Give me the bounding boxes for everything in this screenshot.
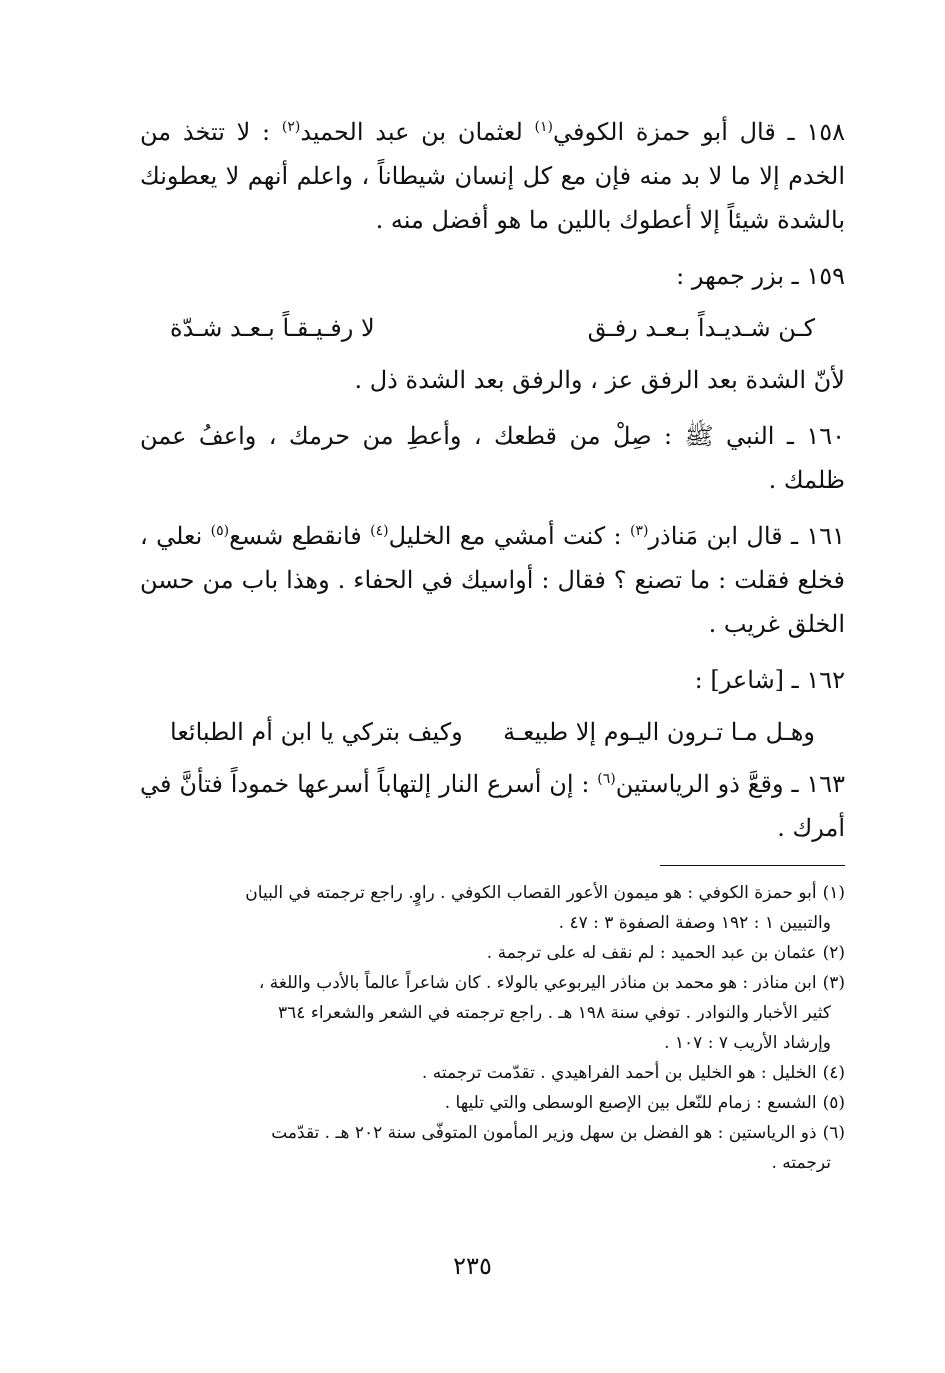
entry-159-after: لأنّ الشدة بعد الرفق عز ، والرفق بعد الشدة ذل . bbox=[354, 366, 845, 394]
footnote-text-continued: كثير الأخبار والنوادر . توفي سنة ١٩٨ هـ . راجع ترجمته في الشعر والشعراء ٣٦٤ bbox=[278, 1003, 831, 1023]
footnote-number: (٢) bbox=[822, 943, 845, 963]
verse-hemistich-left: وكيف بتركي يا ابن أم الطبائعا bbox=[170, 718, 463, 746]
entry-163-part-a: ١٦٣ ـ وقعَّ ذو الرياستين bbox=[615, 770, 845, 798]
footnote-text-continued: والتبيين ١ : ١٩٢ وصفة الصفوة ٣ : ٤٧ . bbox=[558, 913, 831, 933]
footnote-1 bbox=[140, 878, 845, 938]
entry-163-part-b: : إن أسرع النار إلتهاباً أسرعها خموداً فتأنَّ في أمرك . bbox=[140, 770, 845, 842]
verse-hemistich-right: وهـل مـا تـرون اليـوم إلا طبيعـة bbox=[503, 718, 815, 746]
footnote-text-continued: ترجمته . bbox=[771, 1153, 831, 1173]
footnote-separator bbox=[660, 865, 845, 866]
entry-162-label: ١٦٢ ـ [شاعر] : bbox=[694, 666, 845, 694]
footnote-number: (٦) bbox=[822, 1123, 845, 1143]
verse-hemistich-right: كـن شـديـداً بـعـد رفـق bbox=[587, 314, 815, 342]
footnote-4 bbox=[140, 1058, 845, 1088]
entry-158 bbox=[140, 110, 845, 242]
entry-161-part-d: نعلي ، فخلع فقلت : ما تصنع ؟ فقال : أواسيك في الحفاء . وهذا باب من حسن الخلق غريب . bbox=[140, 522, 845, 638]
entry-162-verse bbox=[140, 710, 845, 754]
footnote-number: (٣) bbox=[822, 973, 845, 993]
footnote-text: أبو حمزة الكوفي : هو ميمون الأعور القصاب الكوفي . راوٍ. راجع ترجمته في البيان bbox=[245, 883, 817, 903]
footnote-text: ابن مناذر : هو محمد بن مناذر اليربوعي بالولاء . كان شاعراً عالماً بالأدب واللغة ، bbox=[258, 973, 817, 993]
verse-hemistich-left: لا رفـيـقـاً بـعـد شـدّة bbox=[170, 314, 375, 342]
footnotes bbox=[140, 878, 845, 1178]
footnote-ref-1: (١) bbox=[534, 119, 553, 135]
entry-161 bbox=[140, 514, 845, 646]
entry-159-label: ١٥٩ ـ بزر جمهر : bbox=[676, 262, 845, 290]
footnote-number: (٥) bbox=[822, 1093, 845, 1113]
footnote-number: (٤) bbox=[822, 1063, 845, 1083]
footnote-6 bbox=[140, 1118, 845, 1178]
footnote-2 bbox=[140, 938, 845, 968]
entry-158-part-b: لعثمان بن عبد الحميد bbox=[300, 118, 535, 146]
entry-159-verse bbox=[140, 306, 845, 350]
footnote-3 bbox=[140, 968, 845, 1058]
entry-161-part-b: : كنت أمشي مع الخليل bbox=[388, 522, 630, 550]
entry-161-part-c: فانقطع شسع bbox=[229, 522, 371, 550]
footnote-ref-6: (٦) bbox=[597, 771, 616, 787]
footnote-ref-2: (٢) bbox=[281, 119, 301, 135]
entry-158-part-a: ١٥٨ ـ قال أبو حمزة الكوفي bbox=[553, 118, 845, 146]
footnote-text: الشسع : زمام للنّعل بين الإصبع الوسطى والتي تليها . bbox=[444, 1093, 817, 1113]
footnote-number: (١) bbox=[822, 883, 845, 903]
footnote-text: عثمان بن عبد الحميد : لم نقف له على ترجمة . bbox=[486, 943, 817, 963]
footnote-5 bbox=[140, 1088, 845, 1118]
footnote-text: الخليل : هو الخليل بن أحمد الفراهيدي . تقدّمت ترجمته . bbox=[421, 1063, 817, 1083]
footnote-ref-5: (٥) bbox=[210, 523, 230, 539]
entry-160: ١٦٠ ـ النبي ﷺ : صِلْ من قطعك ، وأعطِ من حرمك ، واعفُ عمن ظلمك . bbox=[140, 422, 845, 494]
footnote-ref-4: (٤) bbox=[370, 523, 389, 539]
entry-161-part-a: ١٦١ ـ قال ابن مَناذر bbox=[648, 522, 846, 550]
entry-163 bbox=[140, 762, 845, 850]
footnote-ref-3: (٣) bbox=[629, 523, 649, 539]
page-number: ٢٣٥ bbox=[453, 1252, 492, 1280]
main-text bbox=[140, 110, 845, 862]
footnote-text-continued: وإرشاد الأريب ٧ : ١٠٧ . bbox=[664, 1033, 831, 1053]
footnote-text: ذو الرياستين : هو الفضل بن سهل وزير المأمون المتوفّى سنة ٢٠٢ هـ . تقدّمت bbox=[271, 1123, 817, 1143]
entry-158-part-c: : لا تتخذ من الخدم إلا ما لا بد منه فإن مع كل إنسان شيطاناً ، واعلم أنهم لا يعطونك بالشدة شيئاً إلا أعطوك باللين ما هو أفضل منه . bbox=[140, 118, 845, 234]
